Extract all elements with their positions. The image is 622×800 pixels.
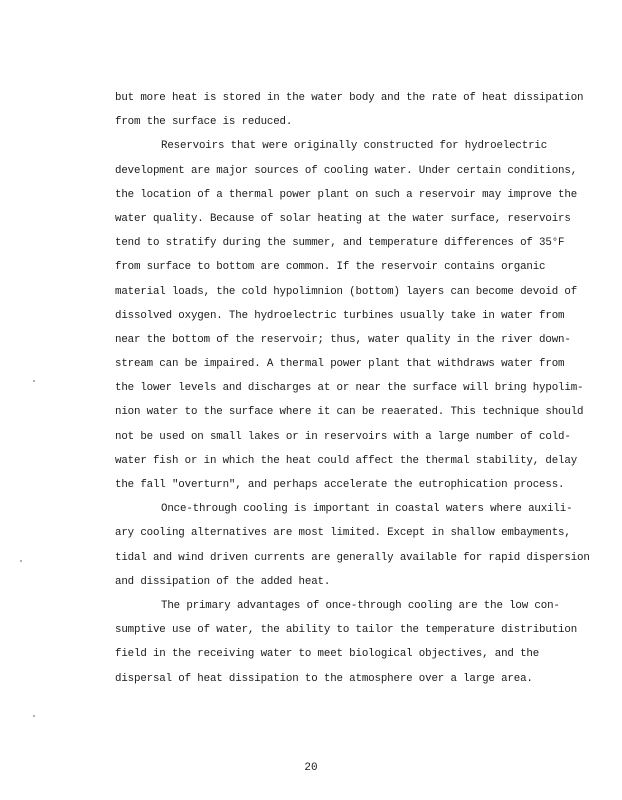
text-line: stream can be impaired. A thermal power plant that withdraws water from <box>115 358 565 371</box>
text-line: dispersal of heat dissipation to the atmosphere over a large area. <box>115 672 533 685</box>
paragraph-first-line: The primary advantages of once-through cooling are the low con- <box>161 599 560 612</box>
text-line: from the surface is reduced. <box>115 116 293 129</box>
text-line: water fish or in which the heat could affect the thermal stability, delay <box>115 454 578 467</box>
scan-speck <box>33 380 35 382</box>
text-line: ary cooling alternatives are most limited. Except in shallow embayments, <box>115 527 571 540</box>
text-line: from surface to bottom are common. If the reservoir contains organic <box>115 261 546 274</box>
body-text <box>115 86 590 691</box>
text-line: the fall "overturn", and perhaps accelerate the eutrophication process. <box>115 479 565 491</box>
text-line: tend to stratify during the summer, and temperature differences of 35°F <box>115 237 565 250</box>
text-line: development are major sources of cooling water. Under certain conditions, <box>115 164 578 177</box>
paragraph-first-line: Reservoirs that were originally constructed for hydroelectric <box>161 140 548 153</box>
text-line: dissolved oxygen. The hydroelectric turbines usually take in water from <box>115 309 565 322</box>
text-line: tidal and wind driven currents are generally available for rapid dispersion <box>115 551 590 564</box>
text-line: but more heat is stored in the water body and the rate of heat dissipation <box>115 92 584 104</box>
text-line: nion water to the surface where it can be reaerated. This technique should <box>115 406 584 419</box>
page-number: 20 <box>304 762 318 774</box>
text-line: the location of a thermal power plant on such a reservoir may improve the <box>115 188 578 201</box>
scan-speck <box>20 560 22 562</box>
text-line: and dissipation of the added heat. <box>115 575 331 588</box>
text-line: near the bottom of the reservoir; thus, water quality in the river down- <box>115 333 571 346</box>
text-line: not be used on small lakes or in reservoirs with a large number of cold- <box>115 430 571 443</box>
text-line: material loads, the cold hypolimnion (bottom) layers can become devoid of <box>115 285 578 298</box>
text-line: field in the receiving water to meet biological objectives, and the <box>115 648 540 661</box>
text-line: the lower levels and discharges at or near the surface will bring hypolim- <box>115 382 584 395</box>
text-line: sumptive use of water, the ability to tailor the temperature distribution <box>115 624 578 637</box>
scan-speck <box>33 715 35 717</box>
text-line: water quality. Because of solar heating at the water surface, reservoirs <box>115 212 571 225</box>
paragraph-first-line: Once-through cooling is important in coastal waters where auxili- <box>161 503 573 516</box>
